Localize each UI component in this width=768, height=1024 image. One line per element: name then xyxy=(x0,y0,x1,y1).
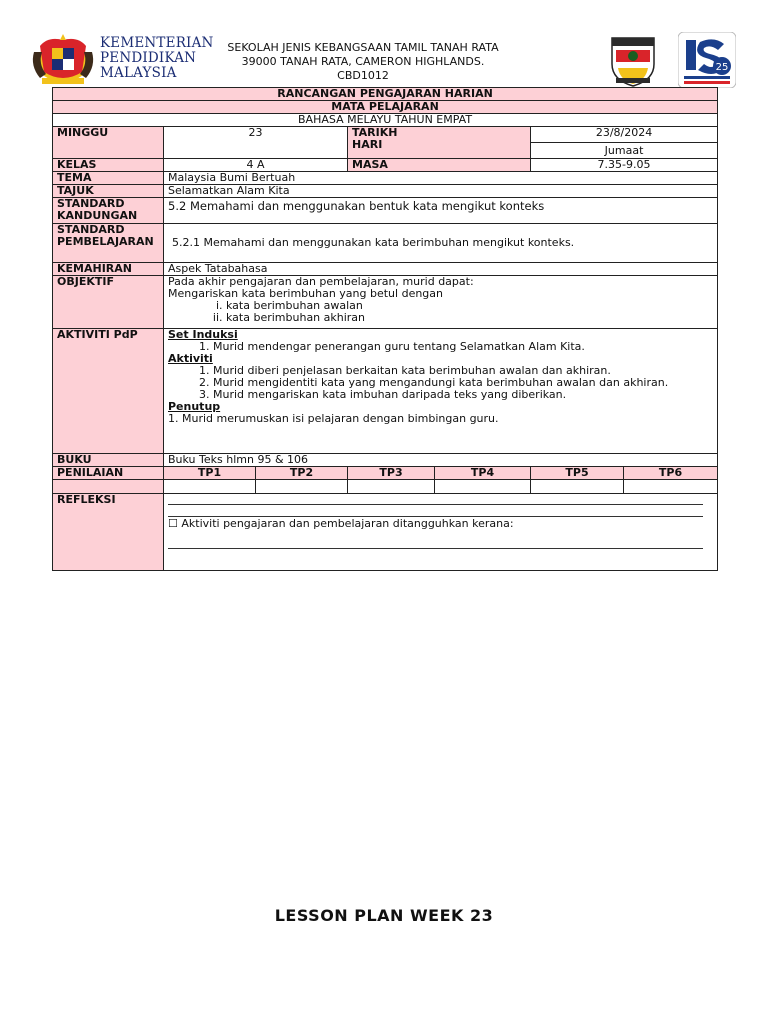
document-header xyxy=(28,30,740,88)
masa-label: MASA xyxy=(348,159,531,172)
minggu-value: 23 xyxy=(164,127,348,159)
refleksi-label: REFLEKSI xyxy=(53,494,164,571)
plan-title: RANCANGAN PENGAJARAN HARIAN xyxy=(53,88,718,101)
penutup-heading: Penutup xyxy=(168,400,221,413)
objektif-line: Mengariskan kata berimbuhan yang betul dengan xyxy=(168,287,443,300)
school-crest-icon xyxy=(606,34,660,88)
footer-title: LESSON PLAN WEEK 23 xyxy=(274,906,494,925)
tarikh-hari-label xyxy=(348,127,531,159)
school-name: SEKOLAH JENIS KEBANGSAAN TAMIL TANAH RATA xyxy=(227,41,499,54)
tema-label: TEMA xyxy=(53,172,164,185)
hari-value: Jumaat xyxy=(531,143,718,159)
aktiviti-value xyxy=(164,329,718,454)
tp4-cell[interactable] xyxy=(435,480,531,494)
objektif-item: i. kata berimbuhan awalan xyxy=(226,300,713,312)
refleksi-line xyxy=(168,548,703,549)
tp6-cell[interactable] xyxy=(624,480,718,494)
ministry-name xyxy=(100,36,214,81)
objektif-intro: Pada akhir pengajaran dan pembelajaran, murid dapat: xyxy=(168,275,474,288)
hari-label: HARI xyxy=(352,138,383,151)
kemahiran-label: KEMAHIRAN xyxy=(53,263,164,276)
standard-kandungan-label: STANDARD KANDUNGAN xyxy=(53,198,164,224)
ministry-line-1: KEMENTERIAN xyxy=(100,35,214,51)
tp4-header: TP4 xyxy=(435,467,531,480)
school-address: 39000 TANAH RATA, CAMERON HIGHLANDS. xyxy=(241,55,485,68)
aktiviti-item: 2. Murid mengidentiti kata yang mengandungi kata berimbuhan awalan dan akhiran. xyxy=(213,377,713,389)
coat-of-arms-icon xyxy=(28,32,98,88)
aktiviti-list xyxy=(168,365,713,401)
aktiviti-heading: Aktiviti xyxy=(168,352,213,365)
ministry-line-3: MALAYSIA xyxy=(100,65,177,81)
ministry-line-2: PENDIDIKAN xyxy=(100,50,197,66)
subject-name: BAHASA MELAYU TAHUN EMPAT xyxy=(53,114,718,127)
refleksi-text: Aktiviti pengajaran dan pembelajaran ditangguhkan kerana: xyxy=(181,517,514,530)
tp6-header: TP6 xyxy=(624,467,718,480)
tp2-cell[interactable] xyxy=(256,480,348,494)
anniversary-25-icon xyxy=(678,32,736,88)
aktiviti-label: AKTIVITI PdP xyxy=(53,329,164,454)
kelas-label: KELAS xyxy=(53,159,164,172)
tp3-cell[interactable] xyxy=(348,480,435,494)
tp3-header: TP3 xyxy=(348,467,435,480)
objektif-label: OBJEKTIF xyxy=(53,276,164,329)
aktiviti-item: 1. Murid diberi penjelasan berkaitan kata berimbuhan awalan dan akhiran. xyxy=(213,365,713,377)
masa-value: 7.35-9.05 xyxy=(531,159,718,172)
tarikh-value: 23/8/2024 xyxy=(531,127,718,143)
penilaian-blank xyxy=(53,480,164,494)
penilaian-label: PENILAIAN xyxy=(53,467,164,480)
tp1-header: TP1 xyxy=(164,467,256,480)
standard-kandungan-value: 5.2 Memahami dan menggunakan bentuk kata mengikut konteks xyxy=(164,198,718,224)
set-induksi-heading: Set Induksi xyxy=(168,328,238,341)
objektif-value xyxy=(164,276,718,329)
standard-pembelajaran-value: 5.2.1 Memahami dan menggunakan kata berimbuhan mengikut konteks. xyxy=(164,224,718,263)
buku-label: BUKU xyxy=(53,454,164,467)
tema-value: Malaysia Bumi Bertuah xyxy=(164,172,718,185)
tp1-cell[interactable] xyxy=(164,480,256,494)
school-crest-logo xyxy=(606,34,660,88)
objektif-item: ii. kata berimbuhan akhiran xyxy=(226,312,713,324)
set-induksi-item: 1. Murid mendengar penerangan guru tentang Selamatkan Alam Kita. xyxy=(213,341,713,353)
lesson-plan-table xyxy=(52,87,718,571)
tp2-header: TP2 xyxy=(256,467,348,480)
kelas-value: 4 A xyxy=(164,159,348,172)
tajuk-value: Selamatkan Alam Kita xyxy=(164,185,718,198)
school-code: CBD1012 xyxy=(337,69,389,82)
subject-heading: MATA PELAJARAN xyxy=(53,101,718,114)
refleksi-checkbox-row[interactable] xyxy=(168,518,713,530)
tp5-cell[interactable] xyxy=(531,480,624,494)
school-info xyxy=(198,41,528,83)
tp5-header: TP5 xyxy=(531,467,624,480)
aktiviti-item: 3. Murid mengariskan kata imbuhan daripada teks yang diberikan. xyxy=(213,389,713,401)
anniversary-logo xyxy=(678,32,736,88)
set-induksi-list xyxy=(168,341,713,353)
penutup-text: 1. Murid merumuskan isi pelajaran dengan bimbingan guru. xyxy=(168,412,499,425)
minggu-label: MINGGU xyxy=(53,127,164,159)
refleksi-value xyxy=(164,494,718,571)
buku-value: Buku Teks hlmn 95 & 106 xyxy=(164,454,718,467)
standard-pembelajaran-label: STANDARD PEMBELAJARAN xyxy=(53,224,164,263)
tajuk-label: TAJUK xyxy=(53,185,164,198)
kemahiran-value: Aspek Tatabahasa xyxy=(164,263,718,276)
refleksi-line xyxy=(168,504,703,505)
checkbox-icon[interactable]: ☐ xyxy=(168,517,178,530)
ministry-logo xyxy=(28,32,218,88)
svg-text:25: 25 xyxy=(715,62,729,73)
tarikh-label: TARIKH xyxy=(352,126,398,139)
objektif-list xyxy=(168,300,713,324)
